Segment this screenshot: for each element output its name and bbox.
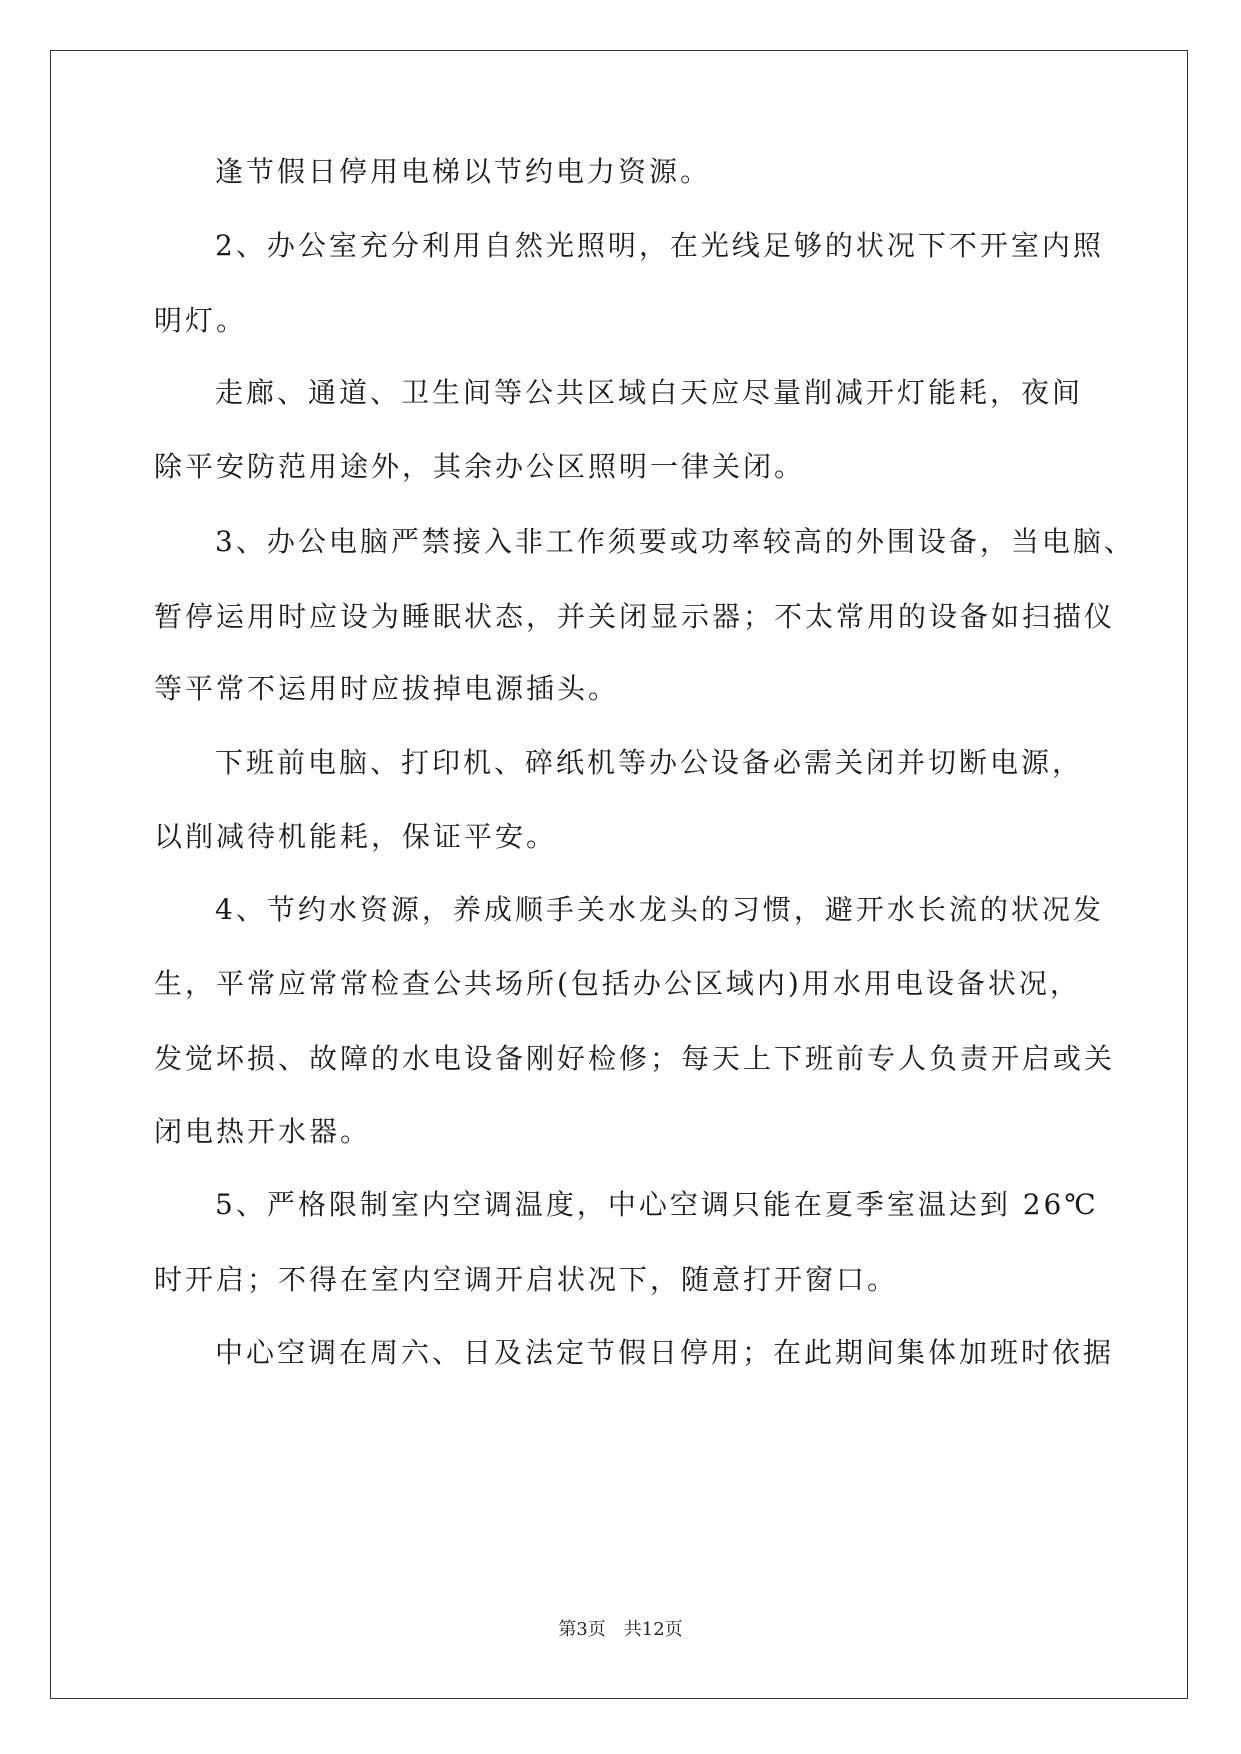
paragraph-line: 时开启；不得在室内空调开启状况下，随意打开窗口。 [154, 1263, 899, 1296]
paragraph-line: 中心空调在周六、日及法定节假日停用；在此期间集体加班时依据 [215, 1336, 1115, 1369]
paragraph-line: 明灯。 [154, 304, 248, 337]
paragraph-line: 走廊、通道、卫生间等公共区域白天应尽量削减开灯能耗，夜间 [215, 376, 1084, 409]
paragraph-line: 发觉坏损、故障的水电设备刚好检修；每天上下班前专人负责开启或关 [154, 1042, 1116, 1075]
paragraph-line: 逢节假日停用电梯以节约电力资源。 [215, 155, 712, 188]
page-border [50, 50, 1188, 1699]
paragraph-line: 2、办公室充分利用自然光照明，在光线足够的状况下不开室内照 [215, 229, 1104, 262]
paragraph-line: 除平安防范用途外，其余办公区照明一律关闭。 [154, 450, 806, 483]
page-number-footer: 第3页 共12页 [558, 1619, 683, 1640]
paragraph-line: 闭电热开水器。 [154, 1115, 372, 1148]
paragraph-line: 3、办公电脑严禁接入非工作须要或功率较高的外围设备，当电脑、 [215, 525, 1135, 558]
paragraph-line: 下班前电脑、打印机、碎纸机等办公设备必需关闭并切断电源， [215, 746, 1084, 779]
paragraph-line: 4、节约水资源，养成顺手关水龙头的习惯，避开水长流的状况发 [215, 893, 1104, 926]
paragraph-line: 以削减待机能耗，保证平安。 [154, 820, 558, 853]
paragraph-line: 暂停运用时应设为睡眠状态，并关闭显示器；不太常用的设备如扫描仪 [154, 600, 1116, 633]
paragraph-line: 5、严格限制室内空调温度，中心空调只能在夏季室温达到 26℃ [215, 1188, 1099, 1221]
paragraph-line: 生，平常应常常检查公共场所(包括办公区域内)用水用电设备状况， [154, 967, 1081, 1000]
paragraph-line: 等平常不运用时应拔掉电源插头。 [154, 672, 620, 705]
